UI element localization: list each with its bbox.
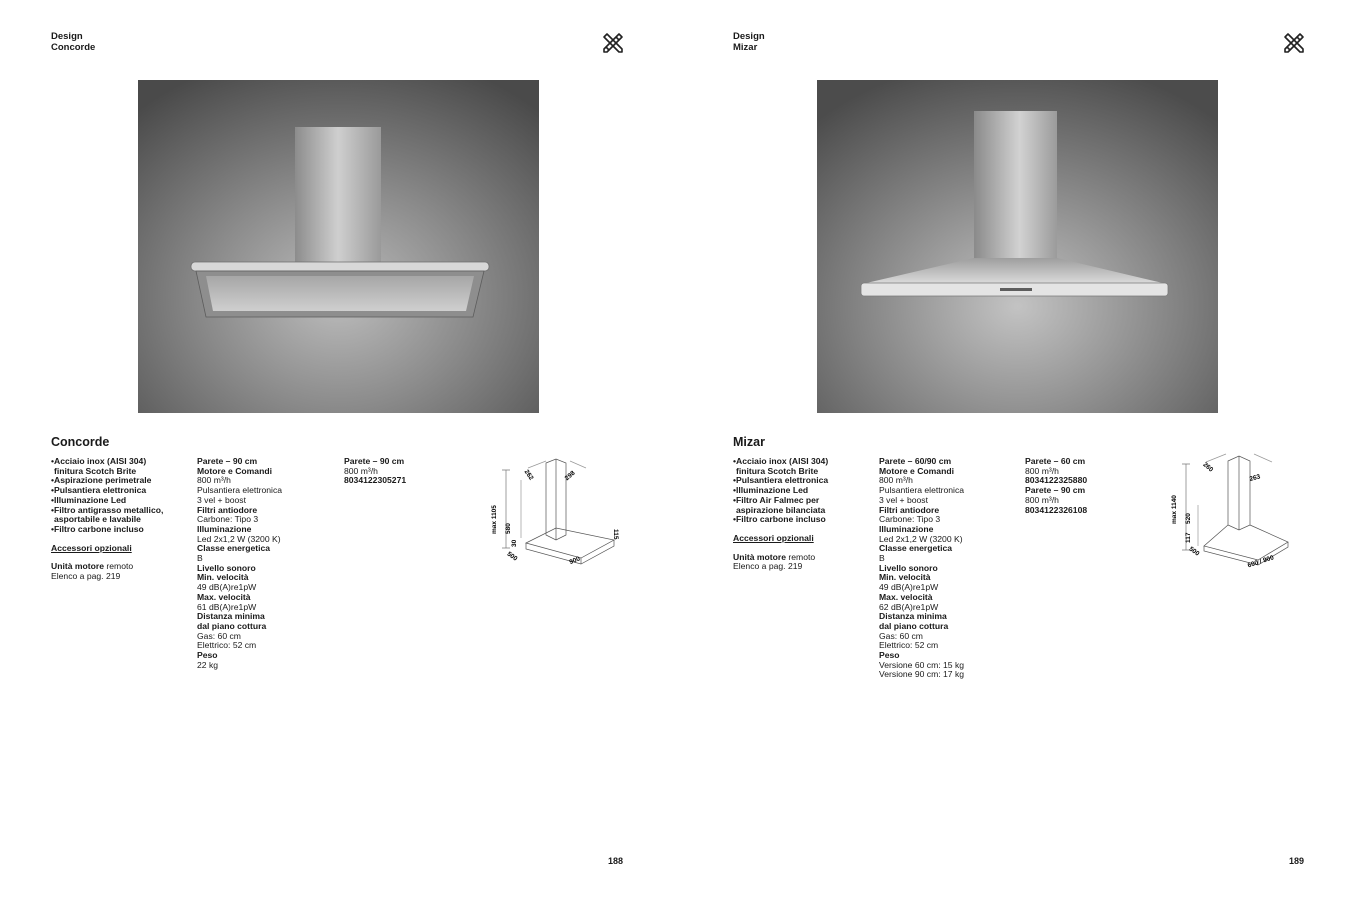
- feature-line: asportabile e lavabile: [54, 514, 141, 525]
- page-header: [51, 31, 95, 53]
- spec-line: Led 2x1,2 W (3200 K): [197, 533, 281, 544]
- features-list: [733, 457, 828, 525]
- motor-value: remoto: [106, 561, 134, 572]
- spec-line: Illuminazione: [197, 523, 252, 534]
- spec-line: Livello sonoro: [197, 562, 256, 573]
- spec-line: 8034122325880: [1025, 475, 1088, 486]
- spec-line: Parete – 60 cm: [1025, 456, 1086, 466]
- features-column: [733, 457, 828, 572]
- feature-line: •Illuminazione Led: [51, 494, 127, 505]
- dim-label-d: 117: [1185, 532, 1192, 543]
- spec-line: 62 dB(A)re1pW: [879, 601, 939, 612]
- spec-line: Versione 60 cm: 15 kg: [879, 659, 965, 670]
- feature-line: •Filtro carbone incluso: [51, 523, 144, 534]
- dim-label-c: 520: [1185, 513, 1192, 524]
- header-line-2: Concorde: [51, 42, 96, 53]
- spec-line: Distanza minima: [879, 611, 947, 622]
- spec-line: Elettrico: 52 cm: [197, 640, 257, 651]
- spec-line: 800 m³/h: [1025, 465, 1059, 476]
- spec-line: 800 m³/h: [1025, 494, 1059, 505]
- spec-line: Pulsantiera elettronica: [197, 485, 283, 496]
- spec-line: Parete – 90 cm: [344, 456, 405, 466]
- dimension-drawing: [486, 450, 636, 575]
- spec-line: 22 kg: [197, 659, 219, 670]
- specs-column: [879, 457, 964, 680]
- dim-label-depth: 500: [505, 550, 519, 563]
- dim-label-b: 298: [563, 469, 577, 483]
- dim-label-a: 260: [1201, 461, 1215, 474]
- spec-line: Parete – 90 cm: [197, 456, 258, 466]
- dim-label-width: 900: [568, 555, 582, 567]
- product-title: Mizar: [733, 435, 765, 449]
- feature-line: •Filtro Air Falmec per: [733, 494, 820, 505]
- spec-line: 800 m³/h: [197, 475, 231, 486]
- feature-line: •Illuminazione Led: [733, 485, 809, 496]
- codes-column: [344, 457, 406, 486]
- spec-line: 3 vel + boost: [879, 494, 928, 505]
- spec-line: Motore e Comandi: [879, 465, 954, 476]
- dim-label-e: 115: [612, 529, 619, 540]
- pencil-ruler-cross-icon: [601, 31, 625, 55]
- spec-line: Min. velocità: [879, 572, 931, 583]
- dim-label-width: 600 / 900: [1246, 554, 1275, 570]
- spec-line: Motore e Comandi: [197, 465, 272, 476]
- spec-line: 8034122326108: [1025, 504, 1088, 515]
- spec-line: Led 2x1,2 W (3200 K): [879, 533, 963, 544]
- page-header: [733, 31, 765, 53]
- motor-label: Unità motore: [51, 561, 104, 572]
- pencil-ruler-cross-icon: [1282, 31, 1306, 55]
- dim-label-height: max 1105: [491, 505, 498, 534]
- feature-line: •Acciaio inox (AISI 304): [51, 456, 147, 466]
- spec-line: Gas: 60 cm: [879, 630, 923, 641]
- spec-line: Classe energetica: [197, 543, 271, 554]
- features-column: [51, 457, 163, 582]
- spec-line: Filtri antiodore: [197, 504, 258, 515]
- spec-line: B: [197, 553, 203, 564]
- spec-line: Gas: 60 cm: [197, 630, 241, 641]
- spec-line: dal piano cottura: [197, 620, 267, 631]
- page-number: 188: [608, 856, 624, 866]
- header-line-1: Design: [51, 31, 83, 42]
- spec-line: 49 dB(A)re1pW: [197, 582, 257, 593]
- feature-line: •Pulsantiera elettronica: [733, 475, 829, 486]
- spec-line: Livello sonoro: [879, 562, 938, 573]
- spec-line: 3 vel + boost: [197, 494, 246, 505]
- motor-label: Unità motore: [733, 551, 786, 562]
- motor-value: remoto: [788, 551, 816, 562]
- spec-line: 800 m³/h: [879, 475, 913, 486]
- feature-line: •Filtro antigrasso metallico,: [51, 504, 164, 515]
- spec-line: Pulsantiera elettronica: [879, 485, 965, 496]
- accessories-link[interactable]: Accessori opzionali: [733, 532, 814, 543]
- spec-line: Carbone: Tipo 3: [879, 514, 941, 525]
- spec-line: 49 dB(A)re1pW: [879, 582, 939, 593]
- dim-label-depth: 500: [1187, 545, 1201, 558]
- feature-line: •Acciaio inox (AISI 304): [733, 456, 829, 466]
- product-title: Concorde: [51, 435, 110, 449]
- spec-line: 61 dB(A)re1pW: [197, 601, 257, 612]
- features-list: [51, 457, 163, 535]
- spec-line: Elettrico: 52 cm: [879, 640, 939, 651]
- feature-line: finitura Scotch Brite: [54, 465, 137, 476]
- spec-line: 800 m³/h: [344, 465, 378, 476]
- spec-line: Filtri antiodore: [879, 504, 940, 515]
- feature-line: •Filtro carbone incluso: [733, 514, 826, 525]
- dimension-drawing: [1168, 450, 1318, 575]
- codes-column: [1025, 457, 1087, 515]
- spec-line: Max. velocità: [879, 591, 933, 602]
- feature-line: aspirazione bilanciata: [736, 504, 826, 515]
- page-number: 189: [1289, 856, 1305, 866]
- header-line-2: Mizar: [733, 42, 758, 53]
- spec-line: Illuminazione: [879, 523, 934, 534]
- spec-line: Min. velocità: [197, 572, 249, 583]
- spec-line: dal piano cottura: [879, 620, 949, 631]
- spec-line: Versione 90 cm: 17 kg: [879, 669, 965, 680]
- header-line-1: Design: [733, 31, 765, 42]
- spec-line: 8034122305271: [344, 475, 407, 486]
- dim-label-b: 263: [1248, 473, 1262, 483]
- spec-line: Classe energetica: [879, 543, 953, 554]
- accessories-link[interactable]: Accessori opzionali: [51, 542, 132, 553]
- dim-label-c: 580: [505, 523, 512, 534]
- spec-line: B: [879, 553, 885, 564]
- page-right: [678, 0, 1356, 904]
- spec-line: Distanza minima: [197, 611, 265, 622]
- spec-line: Peso: [197, 650, 218, 661]
- motor-reference: Elenco a pag. 219: [733, 561, 803, 572]
- dim-label-d: 30: [511, 539, 518, 547]
- feature-line: •Aspirazione perimetrale: [51, 475, 152, 486]
- spec-line: Parete – 60/90 cm: [879, 456, 952, 466]
- spec-line: Max. velocità: [197, 591, 251, 602]
- feature-line: •Pulsantiera elettronica: [51, 485, 147, 496]
- product-photo-concorde: [138, 80, 539, 413]
- specs-column: [197, 457, 282, 670]
- spec-line: Carbone: Tipo 3: [197, 514, 259, 525]
- spec-line: Parete – 90 cm: [1025, 485, 1086, 496]
- spec-line: Peso: [879, 650, 900, 661]
- dim-label-height: max 1140: [1171, 495, 1178, 524]
- dim-label-a: 262: [522, 468, 535, 482]
- product-photo-mizar: [817, 80, 1218, 413]
- feature-line: finitura Scotch Brite: [736, 465, 819, 476]
- motor-reference: Elenco a pag. 219: [51, 571, 121, 582]
